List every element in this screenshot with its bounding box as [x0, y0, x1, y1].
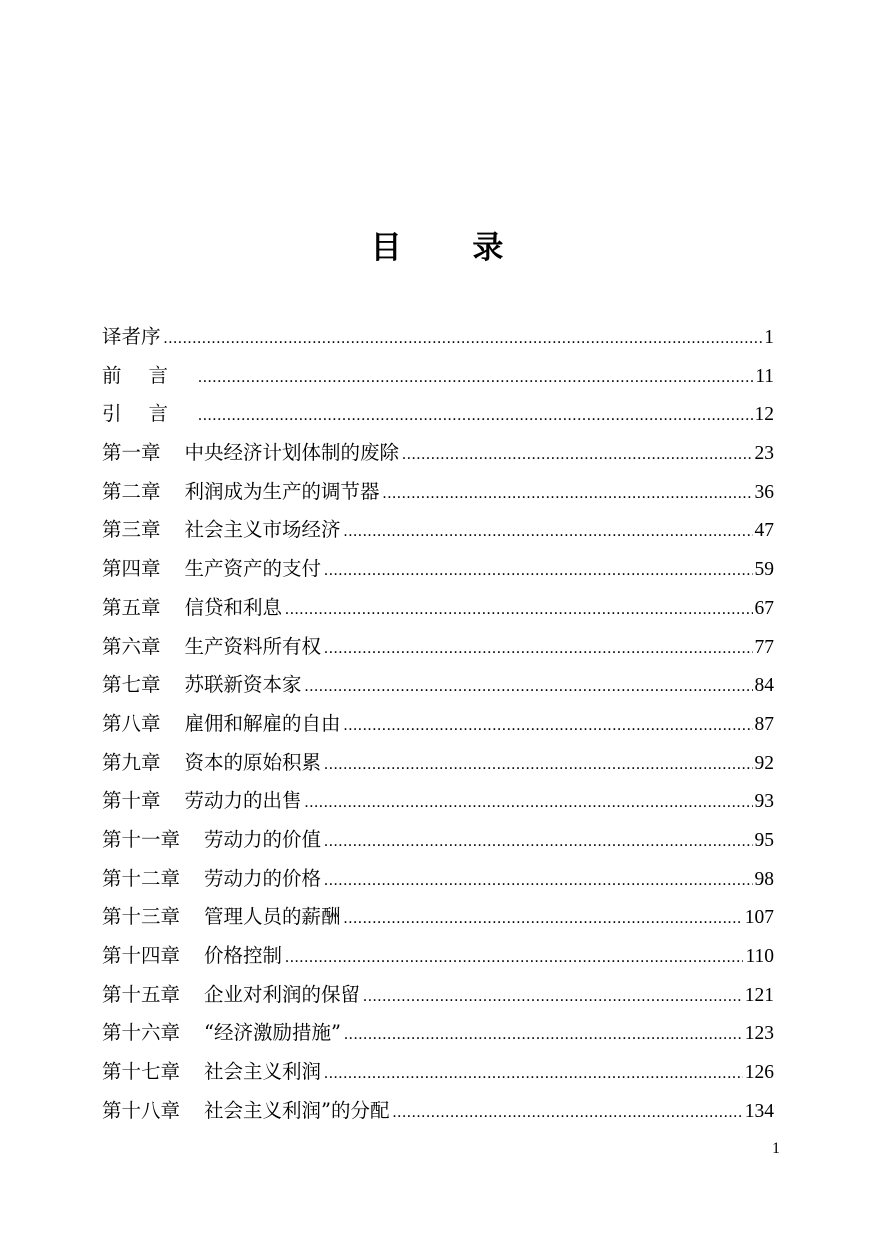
toc-entry-title: 社会主义利润”的分配: [204, 1098, 390, 1122]
toc-entry-label: [102, 976, 360, 1015]
toc-entry-page: 12: [754, 404, 774, 426]
toc-entry-chapter: 第十三章: [102, 905, 181, 929]
toc-entry-label: [102, 666, 302, 705]
toc-entry: [102, 898, 774, 937]
toc-leader-dots: [324, 862, 752, 901]
toc-entry-page: 1: [764, 327, 774, 348]
toc-entry: [102, 1092, 774, 1131]
toc-entry: [102, 705, 774, 744]
toc-entry-label: [102, 511, 341, 550]
toc-leader-dots: [344, 513, 753, 552]
toc-entry-title: 利润成为生产的调节器: [184, 479, 380, 503]
toc-leader-dots: [393, 1094, 743, 1133]
toc-entry-label: [102, 357, 195, 396]
toc-entry: [102, 1053, 774, 1092]
toc-entry-title: 生产资产的支付: [184, 557, 322, 581]
toc-entry-page: 93: [754, 791, 774, 813]
toc-leader-dots: [324, 823, 752, 862]
toc-entry-title: 社会主义市场经济: [184, 518, 341, 542]
toc-entry-label: [102, 628, 321, 667]
toc-entry: [102, 1014, 774, 1053]
toc-entry-title: 雇佣和解雇的自由: [184, 711, 341, 735]
toc-entry-title: 劳动力的价值: [204, 827, 322, 851]
toc-leader-dots: [305, 668, 753, 707]
toc-entry-page: 77: [754, 636, 774, 658]
toc-entry: [102, 511, 774, 550]
page-number: 1: [772, 1140, 780, 1157]
toc-entry-page: 36: [754, 481, 774, 503]
toc-entry-chapter: 第三章: [102, 518, 161, 542]
toc-entry-label: [102, 550, 321, 589]
toc-entry-chapter: 引言: [102, 402, 196, 426]
toc-entry-chapter: 第一章: [102, 441, 161, 465]
toc-entry-label: [102, 589, 282, 628]
toc-entry-chapter: 第十二章: [102, 866, 181, 890]
toc-entry-label: [102, 395, 195, 434]
toc-entry: [102, 357, 774, 396]
toc-entry-chapter: 第四章: [102, 557, 161, 581]
toc-leader-dots: [324, 746, 752, 785]
toc-entry-page: 98: [754, 868, 774, 890]
toc-entry-chapter: 第十章: [102, 789, 161, 813]
toc-entry-title: 生产资料所有权: [184, 634, 322, 658]
toc-entry: [102, 395, 774, 434]
toc-entry-page: 87: [754, 713, 774, 735]
toc-entry: [102, 666, 774, 705]
toc-leader-dots: [363, 978, 743, 1017]
toc-entry-page: 92: [754, 752, 774, 774]
toc-entry-label: [102, 1014, 341, 1053]
toc-entry-chapter: 第十七章: [102, 1060, 181, 1084]
toc-entry-label: [102, 782, 302, 821]
toc-entry-title: 价格控制: [204, 944, 283, 967]
toc-entry-page: 134: [744, 1100, 774, 1122]
toc-entry: [102, 318, 774, 357]
toc-entry: [102, 550, 774, 589]
toc-leader-dots: [164, 320, 763, 359]
toc-entry: [102, 628, 774, 667]
toc-leader-dots: [285, 939, 743, 978]
toc-leader-dots: [402, 436, 752, 475]
toc-entry: [102, 744, 774, 783]
toc-leader-dots: [198, 359, 753, 398]
toc-entry-page: 110: [745, 946, 774, 967]
toc-entry-page: 123: [744, 1023, 774, 1045]
toc-entry-chapter: 第六章: [102, 634, 161, 658]
toc-entry-title: 劳动力的出售: [184, 789, 302, 813]
toc-entry: [102, 976, 774, 1015]
toc-entry-chapter: 第九章: [102, 750, 161, 774]
toc-entry-label: [102, 705, 341, 744]
toc-leader-dots: [344, 707, 753, 746]
toc-entry: [102, 821, 774, 860]
toc-entry: [102, 860, 774, 899]
toc-leader-dots: [344, 900, 743, 939]
toc-entry-chapter: 第五章: [102, 595, 161, 619]
toc-leader-dots: [344, 1016, 743, 1055]
toc-entry: [102, 937, 774, 976]
toc-leader-dots: [324, 1055, 743, 1094]
toc-entry-title: 资本的原始积累: [184, 750, 322, 774]
toc-entry-title: 苏联新资本家: [184, 673, 302, 697]
toc-entry-label: [102, 821, 321, 860]
toc-entry-page: 84: [754, 675, 774, 697]
toc-entry-chapter: 第二章: [102, 479, 161, 503]
toc-entry-chapter: 前言: [102, 363, 196, 387]
toc-entry: [102, 473, 774, 512]
toc-entry-label: [102, 318, 161, 357]
toc-entry-label: [102, 473, 380, 512]
toc-entry-chapter: 第七章: [102, 673, 161, 697]
toc-entry: [102, 589, 774, 628]
toc-entry-chapter: 第十八章: [102, 1098, 181, 1122]
toc-entry-page: 126: [744, 1062, 774, 1084]
toc-entry-title: 社会主义利润: [204, 1060, 322, 1084]
toc-entry: [102, 434, 774, 473]
toc-entry-label: [102, 1053, 321, 1092]
toc-entry-chapter: 第十六章: [102, 1021, 181, 1045]
toc-entry-label: [102, 898, 341, 937]
toc-entry-title: 信贷和利息: [184, 595, 283, 619]
toc-entry: [102, 782, 774, 821]
toc-entry-title: “经济激励措施”: [204, 1021, 341, 1045]
toc-leader-dots: [305, 784, 753, 823]
toc-entry-page: 47: [754, 520, 774, 542]
toc-entry-page: 95: [754, 829, 774, 851]
toc-entry-page: 67: [754, 597, 774, 619]
toc-leader-dots: [383, 475, 753, 514]
toc-entry-chapter: 第八章: [102, 711, 161, 735]
toc-entry-page: 121: [744, 984, 774, 1006]
toc-entry-chapter: 第十四章: [102, 944, 181, 967]
toc-entry-label: [102, 1092, 390, 1131]
toc-leader-dots: [324, 630, 752, 669]
toc-entry-title: 企业对利润的保留: [204, 982, 361, 1006]
toc-entry-chapter: 第十五章: [102, 982, 181, 1006]
toc-entry-title: 管理人员的薪酬: [204, 905, 341, 929]
toc-entry-page: 11: [755, 365, 774, 387]
toc-entry-title: 中央经济计划体制的废除: [184, 441, 400, 465]
toc-entry-title: 劳动力的价格: [204, 866, 322, 890]
toc-entry-chapter: 译者序: [102, 325, 161, 348]
toc-entry-label: [102, 860, 321, 899]
toc-leader-dots: [285, 591, 752, 630]
toc-entry-page: 23: [754, 443, 774, 465]
toc-entry-label: [102, 744, 321, 783]
toc-entry-chapter: 第十一章: [102, 827, 181, 851]
toc-entry-page: 59: [754, 559, 774, 581]
page-title: 目 录: [370, 230, 534, 266]
toc-leader-dots: [324, 552, 752, 591]
toc-leader-dots: [198, 397, 752, 436]
toc-entry-label: [102, 937, 282, 976]
toc-entry-label: [102, 434, 399, 473]
toc-entry-page: 107: [744, 907, 774, 929]
table-of-contents: [102, 318, 774, 1130]
